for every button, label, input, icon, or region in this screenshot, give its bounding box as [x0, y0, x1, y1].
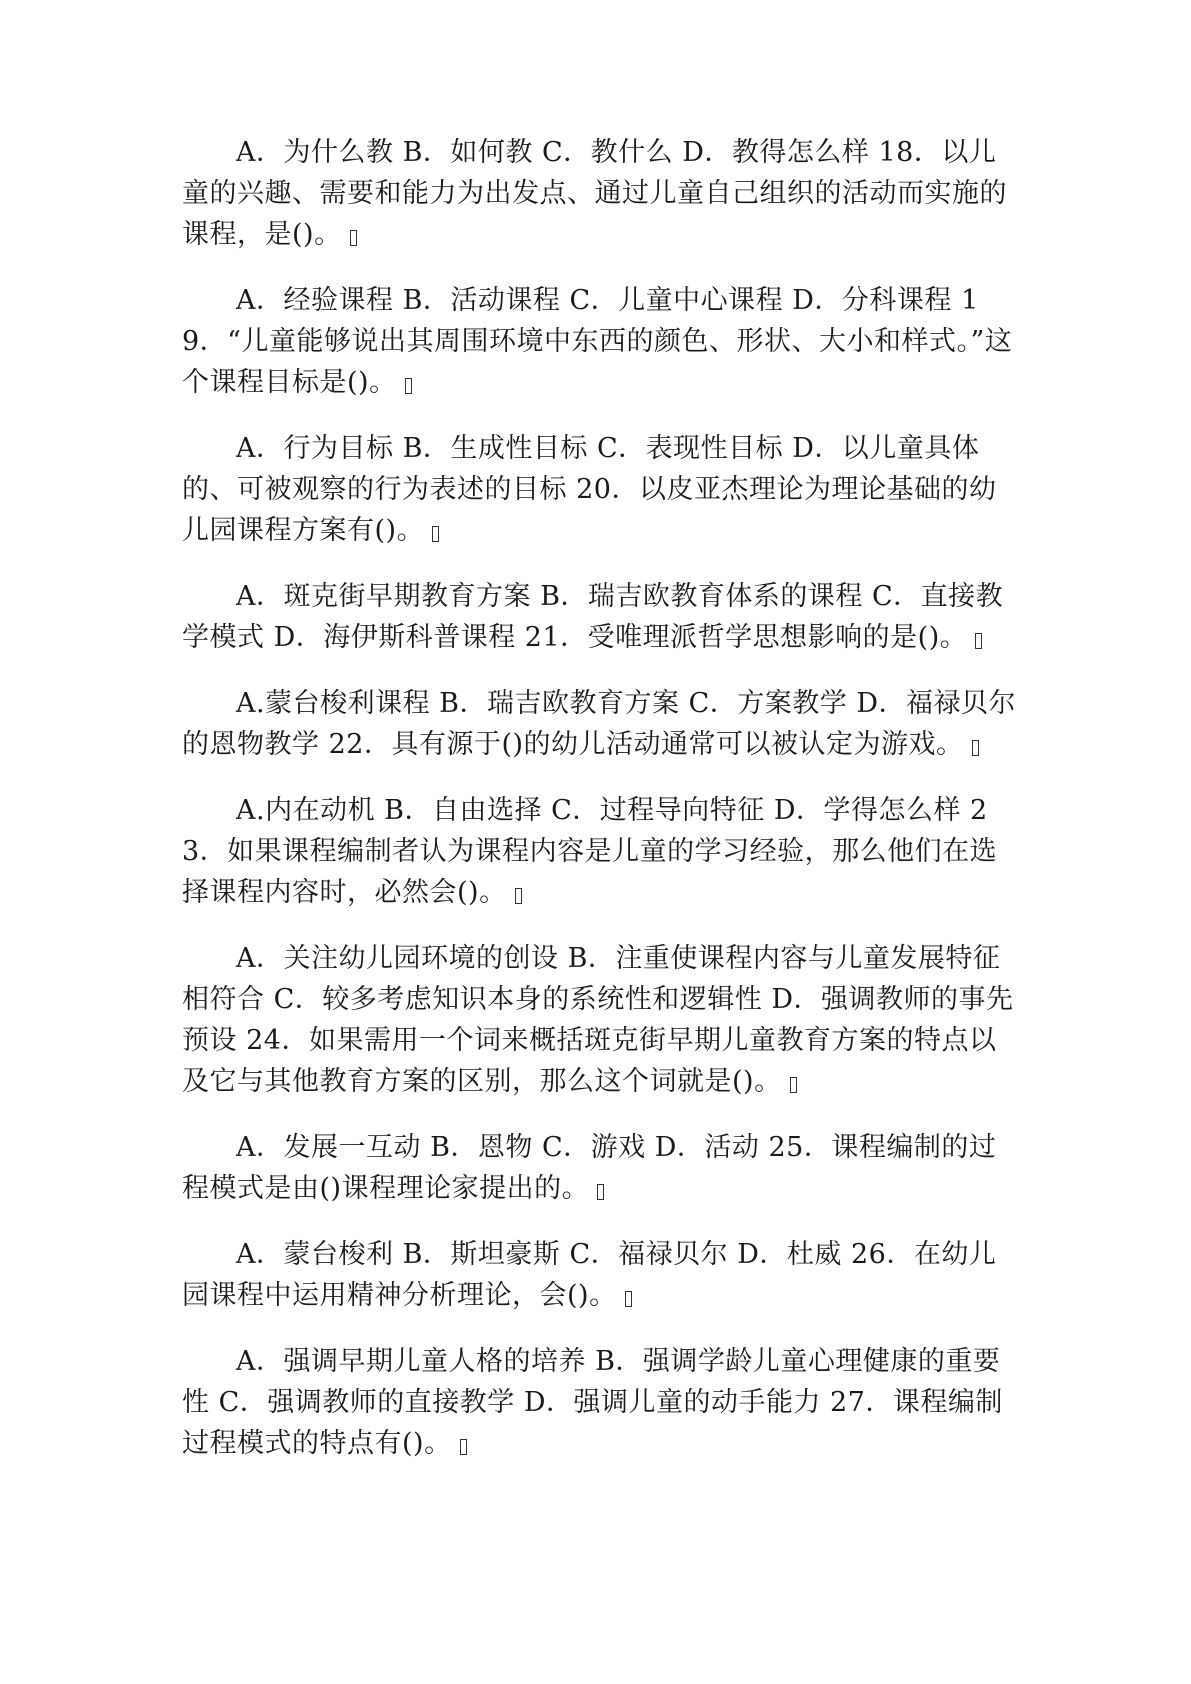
question-paragraph-6	[182, 790, 1022, 913]
paragraph-end-mark-icon	[432, 526, 439, 542]
paragraph-text: A．斑克街早期教育方案 B．瑞吉欧教育体系的课程 C．直接教学模式 D．海伊斯科普课程 21．受唯理派哲学思想影响的是()。	[182, 581, 1004, 653]
question-paragraph-1	[182, 132, 1022, 255]
question-paragraph-8	[182, 1127, 1022, 1209]
paragraph-end-mark-icon	[972, 740, 979, 756]
paragraph-text: A．强调早期儿童人格的培养 B．强调学龄儿童心理健康的重要性 C．强调教师的直接教学 D．强调儿童的动手能力 27．课程编制过程模式的特点有()。	[182, 1346, 1003, 1459]
question-paragraph-10	[182, 1341, 1022, 1464]
paragraph-text: A．经验课程 B．活动课程 C．儿童中心课程 D．分科课程 19．“儿童能够说出其周围环境中东西的颜色、形状、大小和样式。”这个课程目标是()。	[182, 285, 1013, 398]
paragraph-text: A.蒙台梭利课程 B．瑞吉欧教育方案 C．方案教学 D．福禄贝尔的恩物教学 22．具有源于()的幼儿活动通常可以被认定为游戏。	[182, 688, 1016, 760]
paragraph-end-mark-icon	[597, 1184, 604, 1200]
document-page	[182, 132, 1022, 1489]
question-paragraph-2	[182, 280, 1022, 403]
paragraph-end-mark-icon	[975, 633, 982, 649]
paragraph-text: A．发展一互动 B．恩物 C．游戏 D．活动 25．课程编制的过程模式是由()课程理论家提出的。	[182, 1132, 997, 1204]
paragraph-text: A．关注幼儿园环境的创设 B．注重使课程内容与儿童发展特征相符合 C．较多考虑知识本身的系统性和逻辑性 D．强调教师的事先预设 24．如果需用一个词来概括斑克街早期儿童教育方案的特点以及它与其他教育方案的区别，那么这个词就是()。	[182, 943, 1014, 1097]
paragraph-end-mark-icon	[460, 1439, 467, 1455]
paragraph-end-mark-icon	[515, 888, 522, 904]
paragraph-text: A.内在动机 B．自由选择 C．过程导向特征 D．学得怎么样 23．如果课程编制者认为课程内容是儿童的学习经验，那么他们在选择课程内容时，必然会()。	[182, 795, 998, 908]
paragraph-end-mark-icon	[790, 1077, 797, 1093]
question-paragraph-5	[182, 683, 1022, 765]
paragraph-end-mark-icon	[405, 378, 412, 394]
question-paragraph-9	[182, 1234, 1022, 1316]
paragraph-end-mark-icon	[350, 230, 357, 246]
question-paragraph-7	[182, 938, 1022, 1102]
paragraph-text: A．行为目标 B．生成性目标 C．表现性目标 D．以儿童具体的、可被观察的行为表述的目标 20．以皮亚杰理论为理论基础的幼儿园课程方案有()。	[182, 433, 997, 546]
question-paragraph-4	[182, 576, 1022, 658]
paragraph-text: A．蒙台梭利 B．斯坦豪斯 C．福禄贝尔 D．杜威 26．在幼儿园课程中运用精神分析理论，会()。	[182, 1239, 997, 1311]
question-paragraph-3	[182, 428, 1022, 551]
paragraph-text: A．为什么教 B．如何教 C．教什么 D．教得怎么样 18．以儿童的兴趣、需要和能力为出发点、通过儿童自己组织的活动而实施的课程，是()。	[182, 137, 1007, 250]
paragraph-end-mark-icon	[625, 1291, 632, 1307]
